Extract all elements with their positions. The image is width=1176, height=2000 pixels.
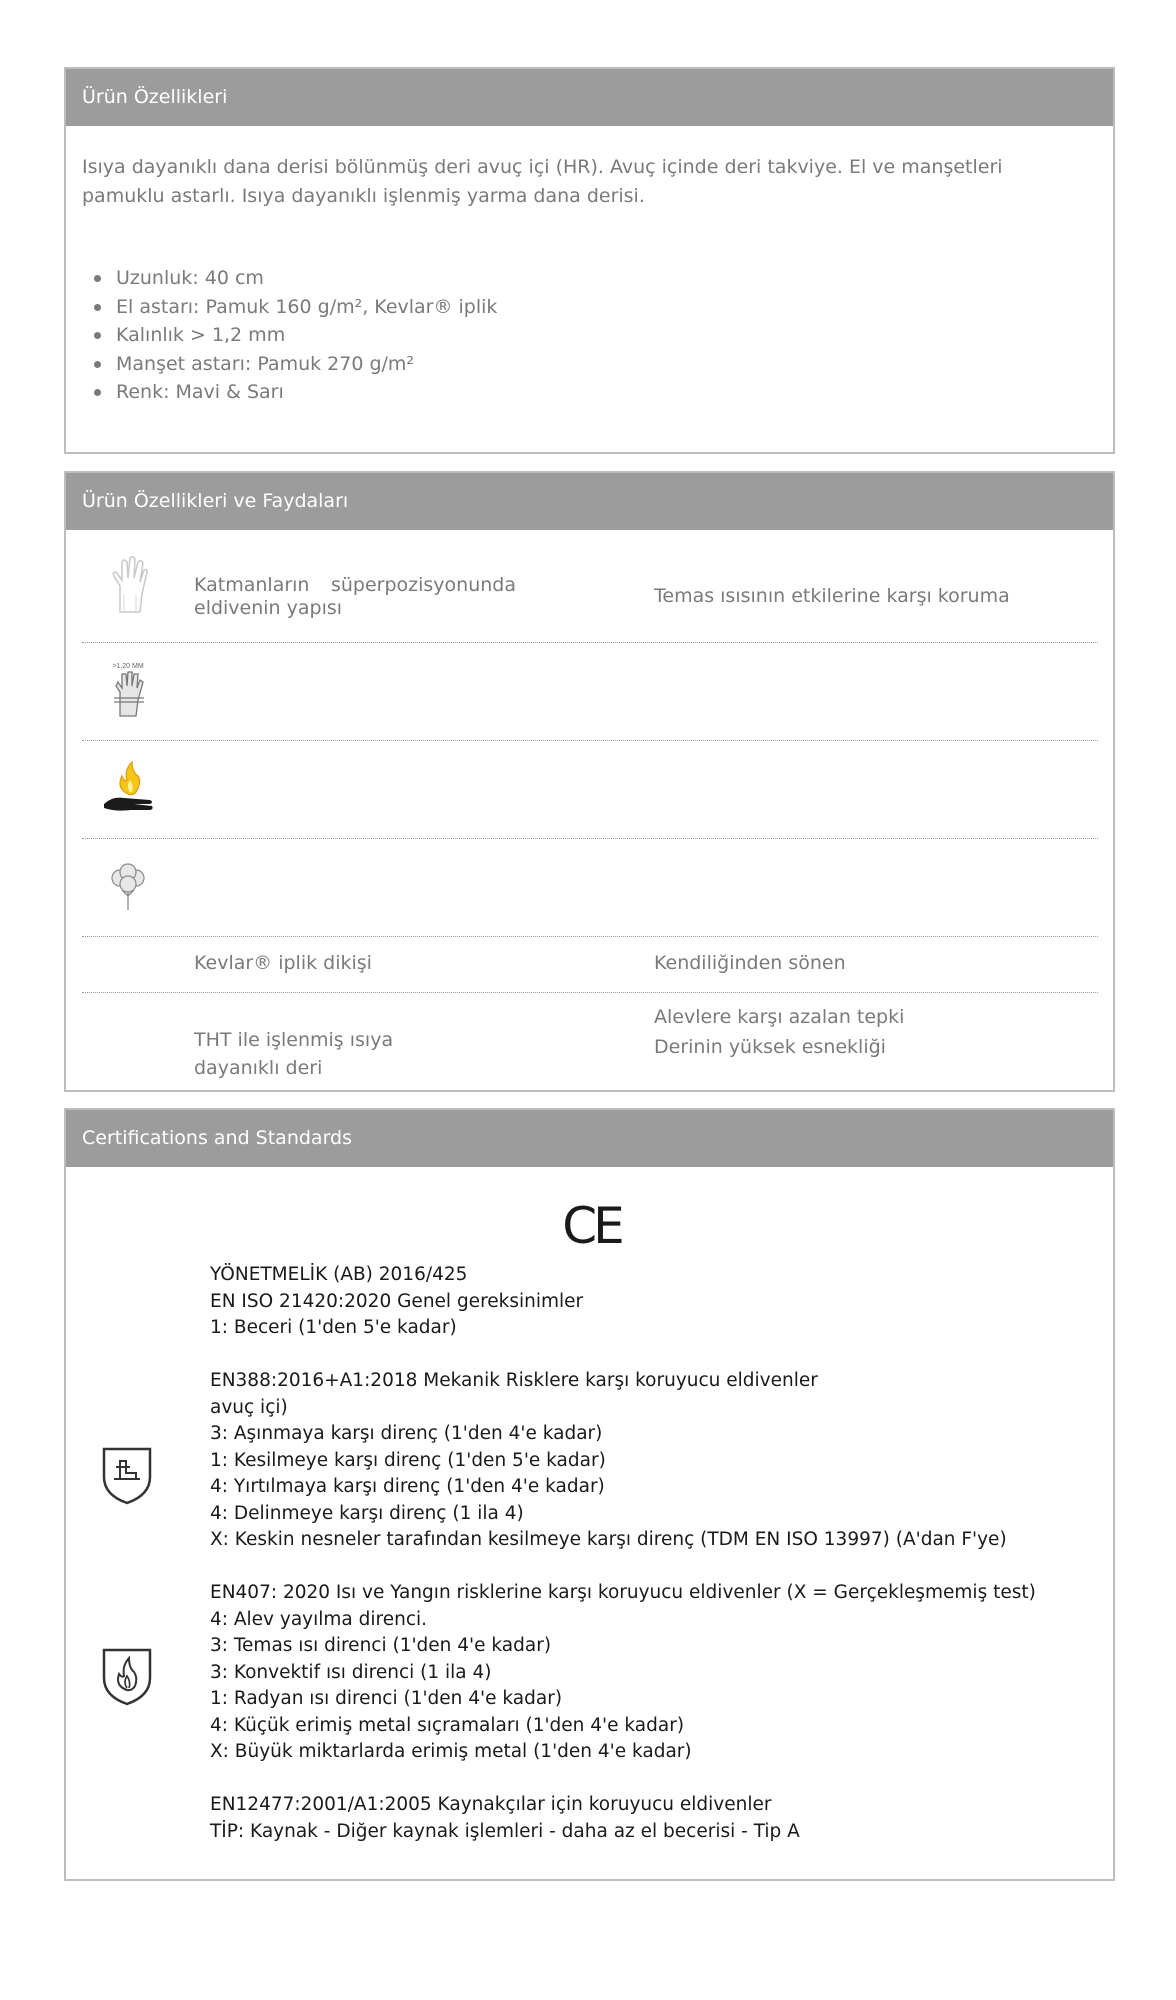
certification-line: 4: Küçük erimiş metal sıçramaları (1'den 4'e kadar) [210,1714,685,1736]
certification-line: 3: Konvektif ısı direnci (1 ila 4) [210,1661,492,1683]
panel-title: Certifications and Standards [66,1110,1113,1167]
icon-label: >1,20 MM [112,663,144,670]
feature-row [82,530,1098,643]
certification-line: X: Büyük miktarlarda erimiş metal (1'den 4'e kadar) [210,1741,692,1762]
product-specs-panel [64,67,1115,454]
panel-title: Ürün Özellikleri [66,69,1113,126]
certification-line: avuç içi) [210,1396,288,1418]
certification-line: EN388:2016+A1:2018 Mekanik Risklere karşı koruyucu eldivenler [210,1370,818,1391]
certification-line: EN ISO 21420:2020 Genel gereksinimler [210,1290,584,1312]
feature-right-1: Alevlere karşı azalan tepki [654,1006,905,1028]
certification-line: X: Keskin nesneler tarafından kesilmeye karşı direnç (TDM EN ISO 13997) (A'dan F'ye) [210,1529,1007,1550]
feature-right: Temas ısısının etkilerine karşı koruma [654,585,1010,607]
certification-line: 4: Alev yayılma direnci. [210,1608,428,1630]
features-panel [64,471,1115,1092]
glove-outline-icon [100,554,156,614]
ce-mark: CE [562,1197,621,1255]
cotton-icon [100,856,156,916]
list-item: Manşet astarı: Pamuk 270 g/m² [116,350,497,379]
feature-row [82,740,1098,839]
certification-line: 4: Yırtılmaya karşı direnç (1'den 4'e kadar) [210,1476,605,1497]
feature-row [82,992,1098,1090]
en407-shield-icon [100,1646,154,1706]
feature-right: Kendiliğinden sönen [654,952,846,974]
certification-line: EN407: 2020 Isı ve Yangın risklerine karşı koruyucu eldivenler (X = Gerçekleşmemiş test) [210,1582,1036,1603]
certification-line: 4: Delinmeye karşı direnç (1 ila 4) [210,1502,524,1524]
feature-row [82,838,1098,937]
panel-title: Ürün Özellikleri ve Faydaları [66,473,1113,530]
feature-left: Katmanların süperpozisyonunda eldivenin yapısı [194,574,516,619]
feature-row [82,936,1098,993]
flame-hand-icon [100,758,156,818]
certification-line: EN12477:2001/A1:2005 Kaynakçılar için koruyucu eldivenler [210,1794,772,1815]
list-item: Uzunluk: 40 cm [116,264,497,293]
certification-line: 3: Temas ısı direnci (1'den 4'e kadar) [210,1635,552,1656]
spec-list [82,264,497,407]
certification-line: TİP: Kaynak - Diğer kaynak işlemleri - daha az el becerisi - Tip A [210,1820,800,1842]
en388-shield-icon [100,1445,154,1505]
product-description: Isıya dayanıklı dana derisi bölünmüş deri avuç içi (HR). Avuç içinde deri takviye. El ve manşetleri pamuklu astarlı. Isıya dayanıklı işlenmiş yarma dana derisi. [82,156,1003,207]
list-item: El astarı: Pamuk 160 g/m², Kevlar® iplik [116,293,497,322]
certifications-panel [64,1108,1115,1881]
feature-right-2: Derinin yüksek esnekliği [654,1036,886,1058]
certification-line: 1: Kesilmeye karşı direnç (1'den 5'e kadar) [210,1449,606,1471]
certification-line: 1: Radyan ısı direnci (1'den 4'e kadar) [210,1688,563,1709]
feature-left: Kevlar® iplik dikişi [194,952,372,974]
list-item: Kalınlık > 1,2 mm [116,321,497,350]
feature-row [82,642,1098,741]
layer-thickness-icon [100,660,156,720]
list-item: Renk: Mavi & Sarı [116,378,497,407]
certification-line: 3: Aşınmaya karşı direnç (1'den 4'e kadar) [210,1423,603,1444]
certification-line: YÖNETMELİK (AB) 2016/425 [210,1264,468,1285]
feature-left: THT ile işlenmiş ısıya dayanıklı deri [194,1029,394,1079]
certification-line: 1: Beceri (1'den 5'e kadar) [210,1317,457,1338]
